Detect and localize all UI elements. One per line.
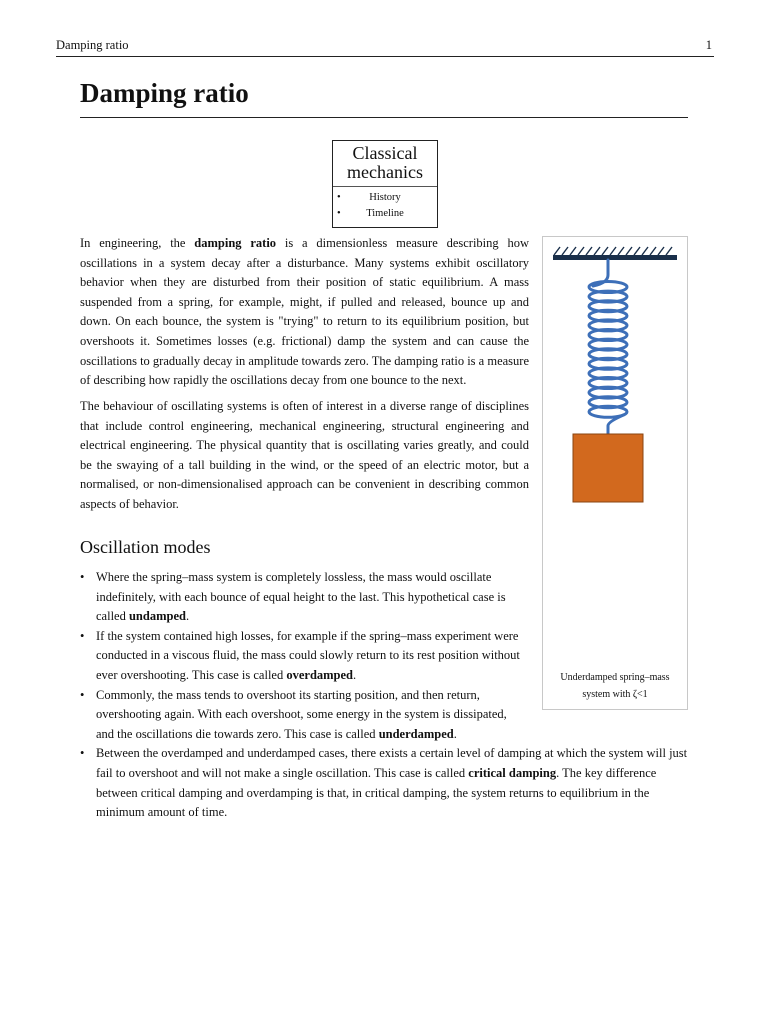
bullet-marker: • [337, 208, 341, 219]
infobox-link-timeline[interactable]: Timeline [366, 208, 404, 219]
mass-block [573, 434, 643, 502]
figure-caption: Underdamped spring–mass system with ζ<1 [560, 672, 670, 700]
text-run: Between the overdamped and underdamped cases, there exists a certain level of damping at which the system will just fail to overshoot and will not make a single oscillation. This case is called [96, 746, 688, 780]
infobox-item-timeline [337, 206, 433, 222]
list-item-underdamped [80, 686, 522, 745]
page-title: Damping ratio [80, 78, 688, 118]
text-run: If the system contained high losses, for example if the spring–mass experiment were conducted in a viscous fluid, the mass could slowly return to its rest position without ever overshooting. This case is called [96, 628, 520, 682]
term-underdamped: underdamped [378, 726, 454, 741]
page-number: 1 [705, 38, 712, 52]
text-run: . The key difference between critical damping and overdamping is that, in critical damping, the system returns to equilibrium in the minimum amount of time. [96, 765, 657, 820]
section-heading-oscillation-modes: Oscillation modes [80, 537, 211, 557]
text-run: . [185, 609, 190, 624]
text-run: . [453, 726, 457, 741]
text-run: Where the spring–mass system is completely lossless, the mass would oscillate indefinitely, with each bounce of equal height to the last. This hypothetical case is called [96, 570, 506, 624]
bullet-marker: • [80, 570, 85, 584]
running-title: Damping ratio [56, 38, 129, 52]
term-overdamped: overdamped [286, 667, 354, 682]
list-item-critical-damping [80, 744, 688, 822]
list-item-overdamped [80, 627, 522, 686]
text-run: . [353, 667, 357, 682]
term-critical-damping: critical damping [468, 765, 557, 780]
infobox-list [333, 187, 437, 227]
ceiling-hatch [554, 247, 672, 255]
spring [589, 260, 627, 434]
bullet-marker: • [337, 192, 341, 203]
bullet-marker: • [80, 746, 85, 761]
ceiling-bar [553, 255, 677, 260]
text-run: In engineering, the [80, 236, 195, 250]
oscillation-modes-list [80, 568, 688, 823]
infobox-classical-mechanics [332, 140, 438, 228]
bullet-marker: • [80, 687, 85, 702]
term-undamped: undamped [128, 609, 186, 624]
infobox-title: Classical mechanics [333, 141, 437, 187]
running-header [56, 38, 714, 57]
infobox-item-history [337, 190, 433, 206]
intro-paragraph-1 [80, 234, 529, 391]
text-run: is a dimensionless measure describing how oscillations in a system decay after a disturbance. Many systems exhibit oscillatory behavior when they are disturbed from their position of static equilibrium. A mass suspended from a spring, for example, might, if pulled and released, bounce up and down. On each bounce, the system is "trying" to return to its equilibrium position, but overshoots it. Sometimes losses (e.g. frictional) damp the system and can cause the oscillations to gradually decay in amplitude towards zero. The damping ratio is a measure of describing how rapidly the oscillations decay from one bounce to the next. [80, 236, 529, 388]
term-damping-ratio: damping ratio [194, 236, 277, 250]
bullet-marker: • [80, 628, 85, 643]
intro-paragraph-2: The behaviour of oscillating systems is often of interest in a diverse range of disciplines that include control engineering, mechanical engineering, structural engineering and electrical engineering. The physical quantity that is oscillating varies greatly, and could be the swaying of a tall building in the wind, or the speed of an electric motor, but a normalised, or non-dimensionalised approach can be convenient in describing common aspects of behavior. [80, 399, 529, 511]
text-run: Commonly, the mass tends to overshoot its starting position, and then return, overshooting again. With each overshoot, some energy in the system is dissipated, and the oscillations die towards zero. This case is called [96, 687, 507, 741]
list-item-undamped [80, 568, 522, 627]
infobox-link-history[interactable]: History [369, 192, 401, 203]
